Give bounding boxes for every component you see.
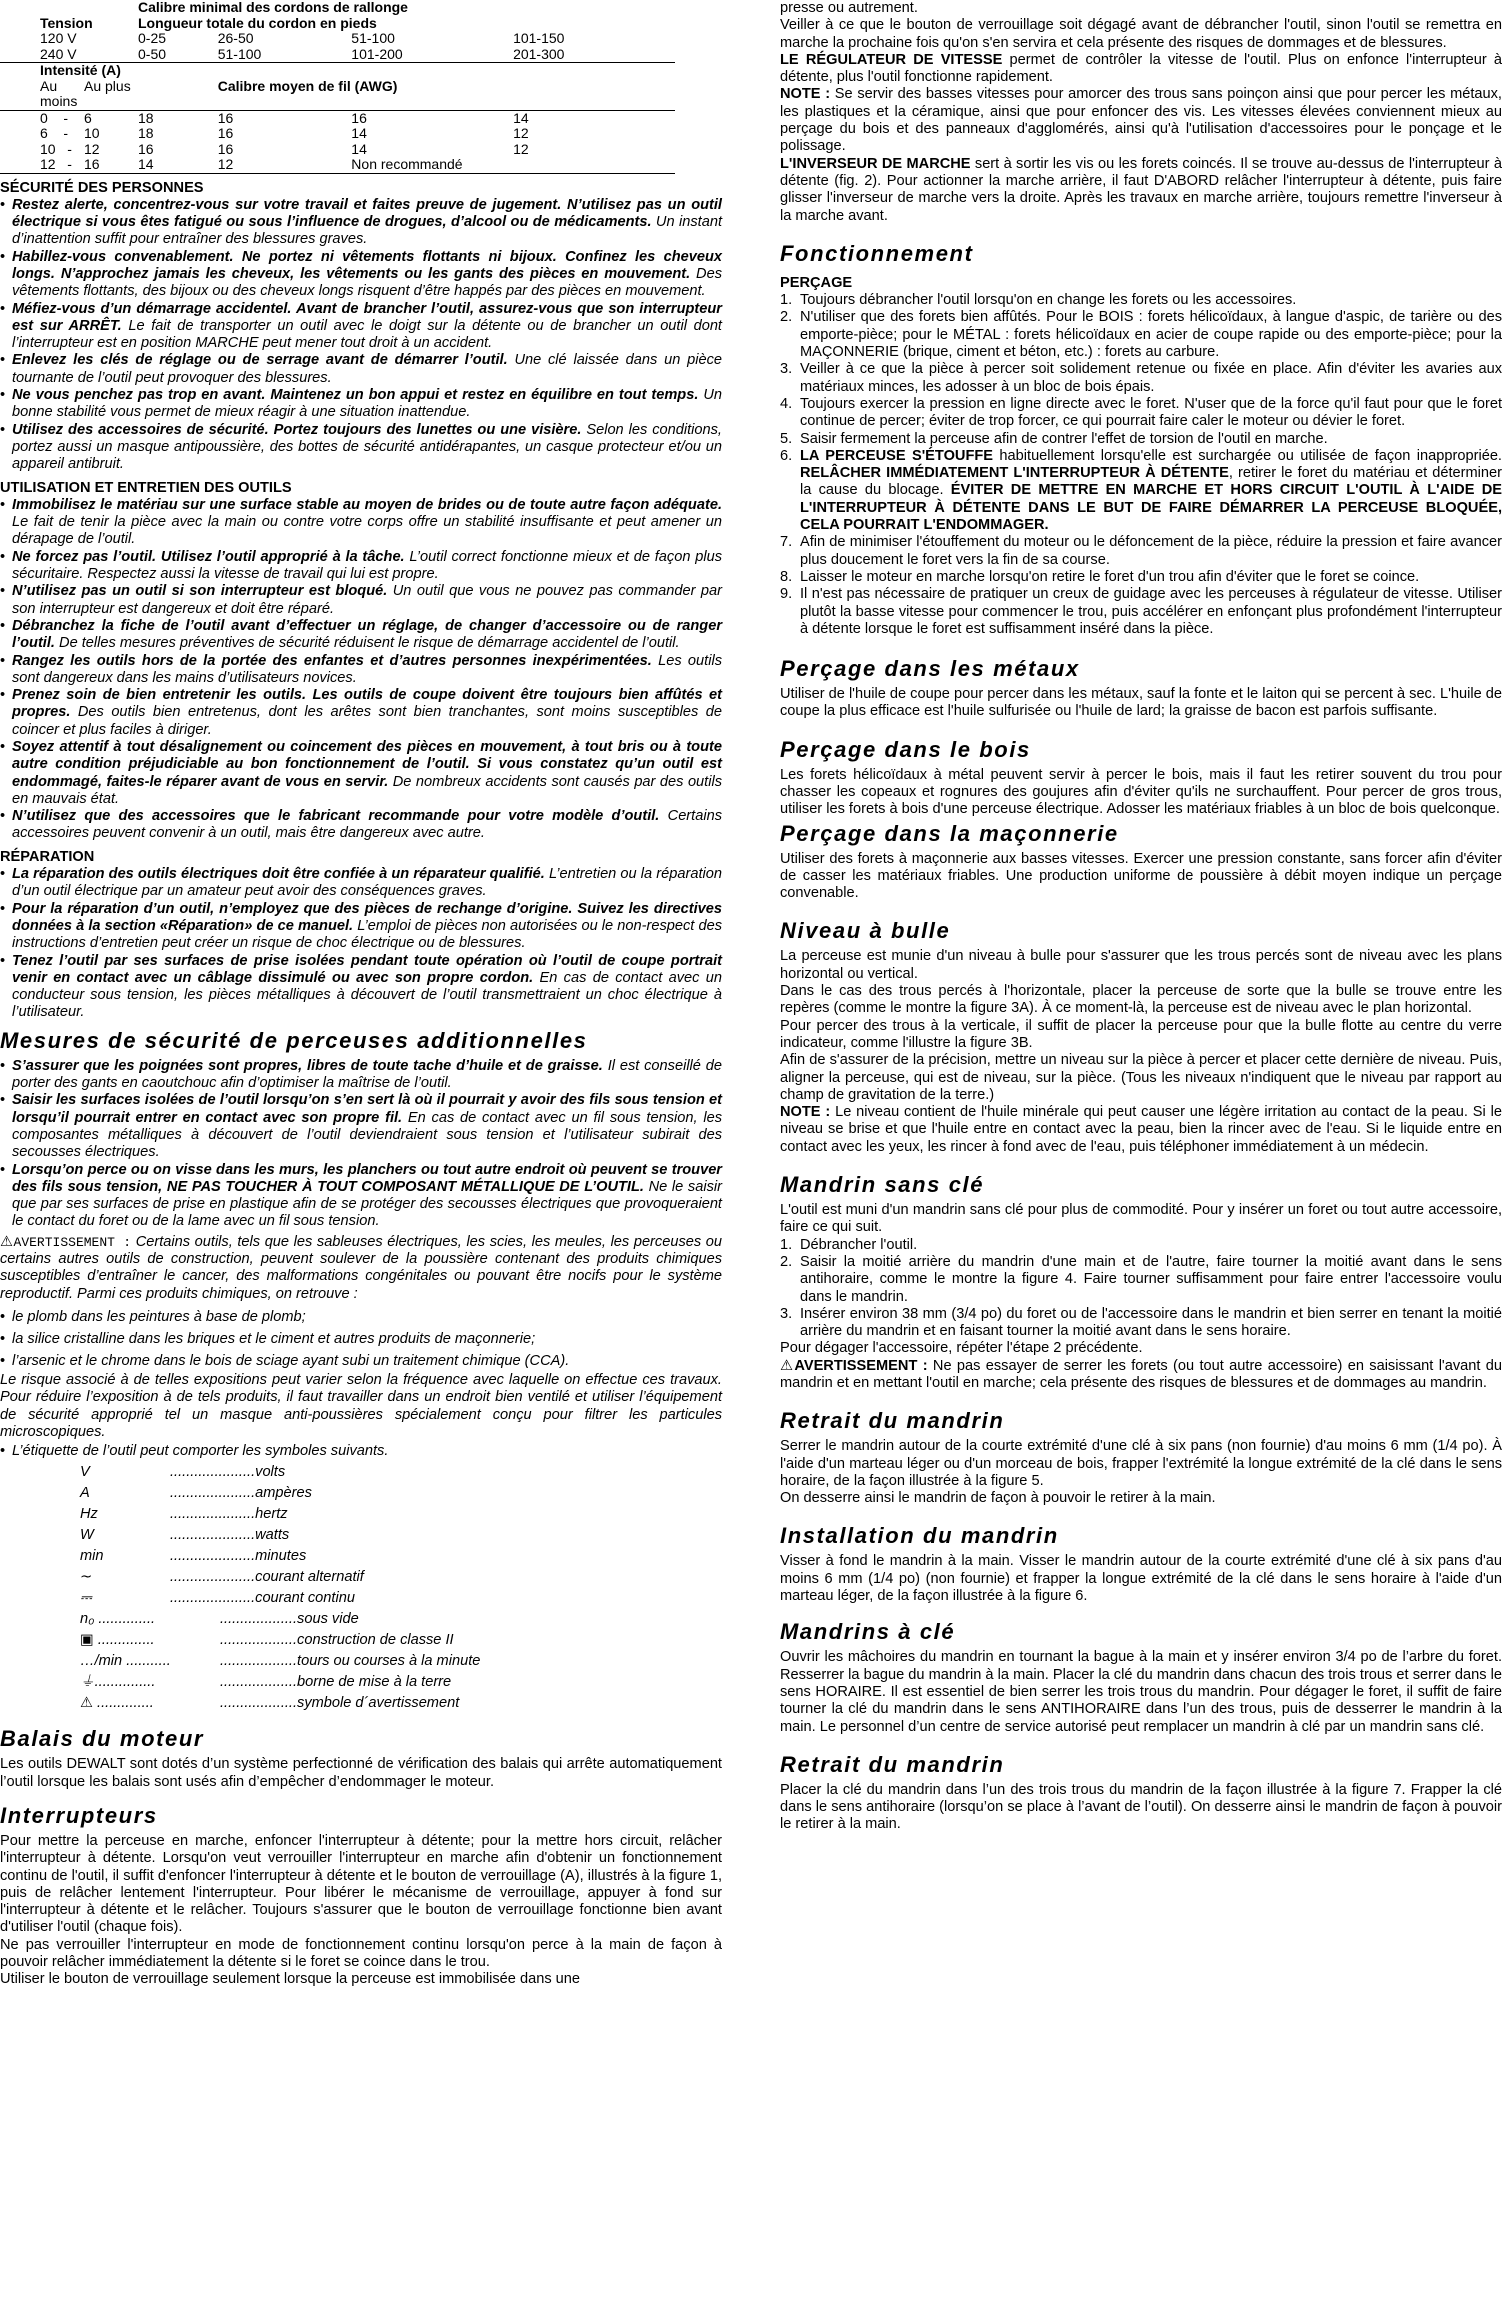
list-item: 8. Laisser le moteur en marche lorsqu'on retire le foret d'un trou afin d'éviter que le foret se coince.	[780, 568, 1420, 585]
symbol-row: ⚠ .............. ...................symbole d´avertissement	[0, 1693, 722, 1714]
symbol-row: min .....................minutes	[80, 1548, 307, 1565]
retrait2-paragraph: Placer la clé du mandrin dans l’un des trois trous du mandrin de la façon illustrée à la figure 7. Frapper la clé dans le sens antihoraire (lorsqu’on se place à l’avant de l’outil). On desserre ainsi le mandrin de façon à pouvoir le retirer à la main.	[780, 1781, 1502, 1833]
note-paragraph: NOTE : Se servir des basses vitesses pour amorcer des trous sans poinçon ainsi que pour percer les métaux, les plastiques et la céramique, ainsi que pour enfoncer des vis. Les vitesses élevées conviennent mieux au perçage du bois et des panneaux d'agglomérés, ainsi qu'à l'utilisation d'accessoires pour le ponçage et le polissage.	[780, 86, 1502, 155]
regulateur-paragraph: LE RÉGULATEUR DE VITESSE permet de contrôler la vitesse de l'outil. Plus on enfonce l'interrupteur à détente, plus l'outil fonctionne rapidement.	[780, 51, 1502, 86]
no-load-icon: n₀ ..............	[80, 1611, 156, 1628]
niveau-p3: Pour percer des trous à la verticale, il suffit de placer la perceuse pour que la bulle flotte au centre du verre indicateur, comme l'illustre la figure 3B.	[780, 1017, 1502, 1051]
list-utilisation	[0, 497, 722, 843]
niveau-p1: La perceuse est munie d'un niveau à bulle pour s'assurer que les trous percés sont de niveau avec les plans horizontal ou vertical.	[780, 948, 1502, 982]
ac-current-icon: ∼	[80, 1569, 93, 1586]
symbol-row: n₀ .............. ...................sous vide	[0, 1609, 722, 1630]
maconnerie-paragraph: Utiliser des forets à maçonnerie aux basses vitesses. Exercer une pression constante, sans forcer afin d'éviter de casser les matériaux friables. Une production uniforme de poussière à débit moyen indique un perçage convenable.	[780, 850, 1502, 902]
top-p1: presse ou autrement.	[780, 0, 918, 16]
mandrin-p1: L'outil est muni d'un mandrin sans clé pour plus de commodité. Pour y insérer un foret ou tout autre accessoire, faire ce qui suit.	[780, 1202, 1502, 1236]
list-item: • Lorsqu’on perce ou on visse dans les murs, les planchers ou tout autre endroit où peuvent se trouver des fils sous tension, NE PAS TOUCHER À TOUT COMPOSANT MÉTALLIQUE DE L’OUTIL. Ne le saisir que par ses surfaces de prise en plastique afin de se protéger des secousses électriques que provoqueraient le contact du foret ou de la lame avec un fil sous tension.	[0, 1161, 722, 1230]
class-ii-icon: ▣ ..............	[80, 1632, 155, 1649]
bois-paragraph: Les forets hélicoïdaux à métal peuvent servir à percer le bois, mais il faut les retirer souvent du trou pour chasser les copeaux et rognures des goujures afin d'éviter qu'ils ne surchauffent. Pour percer de gros trous, utiliser les forets à bois d'une perceuse électrique. Adosser les matériaux friables à un bloc de bois quelconque.	[780, 766, 1502, 818]
symbol-row: W .....................watts	[80, 1527, 290, 1544]
symbol-row: Hz .....................hertz	[80, 1506, 288, 1523]
inverseur-paragraph: L'INVERSEUR DE MARCHE sert à sortir les vis ou les forets coincés. Il se trouve au-dessus de l'interrupteur à détente (fig. 2). Pour actionner la marche arrière, il faut D'ABORD relâcher l'interrupteur à détente, puis faire glisser l'inverseur de marche vers la droite. Après les travaux en marche arrière, toujours remettre l'inverseur à la marche avant.	[780, 155, 1502, 224]
interrupteurs-p1: Pour mettre la perceuse en marche, enfoncer l'interrupteur à détente; pour la mettre hors circuit, relâcher l'interrupteur à détente. Lorsqu'on veut verrouiller l'interrupteur en marche afin d'obtenir un fonctionnement continu de l'outil, il suffit d'enfoncer l'interrupteur à détente et le bouton de verrouillage (A), illustrés à la figure 1, puis de relâcher lentement l'interrupteur. Pour libérer le mécanisme de verrouillage, appuyer à fond sur l'interrupteur à détente et le relâcher. Toujours s'assurer que le bouton de verrouillage fonctionne bien avant d'utiliser l'outil (chaque fois).	[0, 1832, 722, 1936]
list-item: • Saisir les surfaces isolées de l’outil lorsqu’on s’en sert là où il pourrait y avoir des fils sous tension et lorsqu’il pourrait entrer en contact avec son propre fil. En cas de contact avec un fil sous tension, les composantes métalliques à découvert de l’outil deviendraient sous tension et l’utilisateur subirait des secousses électriques.	[0, 1092, 722, 1161]
symbol-row: A .....................ampères	[80, 1485, 312, 1502]
niveau-note: NOTE : Le niveau contient de l'huile minérale qui peut causer une légère irritation au contact de la peau. Si le niveau se brise et que l'huile entre en contact avec la peau, bien la rincer avec de l'eau. Si le liquide entre en contact avec les yeux, les rincer à fond avec de l'eau, puis téléphoner immédiatement à un médecin.	[780, 1104, 1502, 1155]
symbol-row: ⎓ .....................courant continu	[0, 1588, 722, 1609]
list-item: • Prenez soin de bien entretenir les outils. Les outils de coupe doivent être toujours bien affûtés et propres. Des outils bien entretenus, dont les arêtes sont bien tranchantes, sont moins susceptibles de coincer et plus faciles à diriger.	[0, 687, 722, 738]
warning-icon: ⚠	[0, 1233, 14, 1250]
list-item: • Enlevez les clés de réglage ou de serrage avant de démarrer l’outil. Une clé laissée dans un pièce tournante de l’outil peut provoquer des blessures.	[0, 352, 723, 386]
dc-current-icon: ⎓	[80, 1590, 92, 1607]
list-item: • Immobilisez le matériau sur une surface stable au moyen de brides ou de toute autre façon adéquate. Le fait de tenir la pièce avec la main ou contre votre corps offre un stabilité insuffisante et peut amener un dérapage de l’outil.	[0, 496, 722, 548]
top-p2: Veiller à ce que le bouton de verrouillage soit dégagé avant de débrancher l'outil, sinon l'outil se remettra en marche la prochaine fois qu'on s'en servira et cela présente des risques de dommages et de blessures.	[780, 17, 1502, 51]
table-row: 10 - 12 16 16 14 12	[40, 140, 529, 157]
heading-mandrin-sans-cle: Mandrin sans clé	[780, 1172, 985, 1198]
list-item: 2. N'utiliser que des forets bien affûtés. Pour le BOIS : forets hélicoïdaux, à langue d'aspic, de tarière ou des emporte-pièce; pour le MÉTAL : forets hélicoïdaux en acier de coupe rapide ou des emporte-pièce; pour la MAÇONNERIE (brique, ciment et béton, etc.) : forets au carbure.	[780, 309, 1502, 361]
balais-paragraph: Les outils DEWALT sont dotés d’un système perfectionné de vérification des balais qui arrête automatiquement l’outil lorsque les balais sont usés afin d’empêcher d’endommager le moteur.	[0, 1756, 722, 1790]
list-item: • Utilisez des accessoires de sécurité. Portez toujours des lunettes ou une visière. Selon les conditions, portez aussi un masque antipoussière, des bottes de sécurité antidérapantes, un casque protecteur et/ou un appareil antibruit.	[0, 421, 722, 473]
heading-mandrins-a-cle: Mandrins à clé	[780, 1619, 956, 1645]
symbol-row: …/min ........... ...................tours ou courses à la minute	[80, 1653, 481, 1670]
section-title-utilisation: UTILISATION ET ENTRETIEN DES OUTILS	[0, 479, 292, 496]
list-item: • N’utilisez pas un outil si son interrupteur est bloqué. Un outil que vous ne pouvez pas commander par son interrupteur est dangereux et doit être réparé.	[0, 583, 722, 617]
list-item: 2. Saisir la moitié arrière du mandrin d'une main et de l'autre, faire tourner la moitié avant dans le sens antihoraire, comme le montre la figure 4. Faire tourner suffisamment pour faire entrer l'accessoire voulu dans le mandrin.	[780, 1253, 1502, 1305]
niveau-p4: Afin de s'assurer de la précision, mettre un niveau sur la pièce à percer et placer cette dernière de niveau. Puis, aligner la perceuse, qui est de niveau, sur la pièce. (Tous les niveaux n'indiquent que le niveau par rapport au champ de gravitation de la terre.)	[780, 1052, 1502, 1103]
list-item: 1. Débrancher l'outil.	[780, 1236, 918, 1253]
heading-balais: Balais du moteur	[0, 1726, 205, 1752]
list-item: 7. Afin de minimiser l'étouffement du moteur ou le défoncement de la pièce, réduire la pression et faire avancer plus doucement le foret vers la fin de sa course.	[780, 534, 1502, 568]
list-item: • Pour la réparation d’un outil, n’employez que des pièces de rechange d’origine. Suivez les directives données à la section «Réparation» de ce manuel. L’emploi de pièces non autorisées ou le non-respect des instructions d’entretien peut créer un risque de choc électrique ou de blessures.	[0, 900, 722, 952]
right-column	[780, 0, 1502, 1834]
list-item: • Tenez l’outil par ses surfaces de prise isolées pendant toute opération où l’outil de coupe portrait venir en contact avec un câblage dissimulé ou avec son propre cordon. En cas de contact avec un conducteur sous tension, les pièces métalliques à découvert de l’outil transmettraient un choc électrique à l’utilisateur.	[0, 952, 722, 1021]
percage-title: PERÇAGE	[780, 274, 853, 291]
table-row: 0 - 6 18 16 16 14	[40, 109, 529, 126]
heading-installation-mandrin: Installation du mandrin	[780, 1523, 1059, 1549]
metaux-paragraph: Utiliser de l'huile de coupe pour percer dans les métaux, sauf la fonte et le laiton qui se percent à sec. L'huile de coupe la plus efficace est l'huile sulfurisée ou l'huile de lard; la graisse de bacon est parfois suffisante.	[780, 686, 1502, 720]
percage-list	[780, 292, 1502, 638]
table-row: 120 V 0-25 26-50 51-100 101-150	[40, 30, 565, 46]
list-item: • Rangez les outils hors de la portée des enfantes et d’autres personnes inexpérimentées. Les outils sont dangereux dans les mains d’utilisateurs novices.	[0, 652, 722, 686]
mandrin-list	[780, 1237, 1502, 1341]
gauge-label: Calibre moyen de fil (AWG)	[218, 79, 675, 111]
retrait-p2: On desserre ainsi le mandrin de façon à pouvoir le retirer à la main.	[780, 1490, 1216, 1507]
interrupteurs-p3: Utiliser le bouton de verrouillage seulement lorsque la perceuse est immobilisée dans une	[0, 1971, 581, 1988]
label-intro: • L’étiquette de l’outil peut comporter les symboles suivants.	[0, 1443, 389, 1460]
heading-interrupteurs: Interrupteurs	[0, 1802, 158, 1828]
heading-bois: Perçage dans le bois	[780, 736, 1031, 762]
list-item: • Débranchez la fiche de l’outil avant d’effectuer un réglage, de changer d’accessoire ou de ranger l’outil. De telles mesures préventives de sécurité réduisent le risque de démarrage accidentel de l’outil.	[0, 617, 722, 652]
list-item: 4. Toujours exercer la pression en ligne directe avec le foret. N'user que de la force qu'il faut pour que le foret continue de percer; éviter de trop forcer, ce qui pourrait faire caler le moteur ou dévier le foret.	[780, 395, 1502, 430]
section-title-personnes: SÉCURITÉ DES PERSONNES	[0, 179, 204, 196]
warning-paragraph: ⚠AVERTISSEMENT : Certains outils, tels que les sableuses électriques, les scies, les meules, les perceuses ou certains autres outils de construction, peuvent soulever de la poussière contenant des produits chimiques susceptibles d’entraîner le cancer, des malformations congénitales ou pouvant être nocifs pour le système reproductif. Parmi ces produits chimiques, on retrouve :	[0, 1233, 722, 1302]
warning-symbol-icon: ⚠ ..............	[80, 1695, 154, 1712]
mandrin-p2: Pour dégager l'accessoire, répéter l'étape 2 précédente.	[780, 1340, 1143, 1357]
au-plus-label: Au plus	[84, 79, 138, 111]
list-item: • l’arsenic et le chrome dans le bois de sciage ayant subi un traitement chimique (CCA).	[0, 1352, 570, 1369]
heading-retrait-mandrin: Retrait du mandrin	[780, 1408, 1005, 1434]
table-row: 12 - 16 14 12 Non recommandé	[0, 157, 675, 173]
table-row: 240 V 0-50 51-100 101-200 201-300	[0, 47, 675, 63]
extension-cord-table	[0, 0, 675, 174]
left-column	[0, 0, 722, 1989]
symbol-list	[0, 1462, 722, 1714]
list-chemicals	[0, 1306, 722, 1372]
section-title-reparation: RÉPARATION	[0, 848, 95, 865]
list-item: 1. Toujours débrancher l'outil lorsqu'on en change les forets ou les accessoires.	[780, 292, 1297, 309]
list-item: • Habillez-vous convenablement. Ne portez ni vêtements flottants ni bijoux. Confinez les cheveux longs. N’approchez jamais les cheveux, les vêtements ou les gants des pièces en mouvement. Des vêtements flottants, des bijoux ou des cheveux longs risquent d’être happés par des pièces en mouvement.	[0, 248, 722, 300]
list-item: • Soyez attentif à tout désalignement ou coincement des pièces en mouvement, à tout bris ou à toute autre condition préjudiciable au bon fonctionnement de l’outil. Si vous constatez qu’un outil est endommagé, faites-le réparer avant de vous en servir. De nombreux accidents sont causés par des outils en mauvais état.	[0, 739, 723, 807]
list-item: • La réparation des outils électriques doit être confiée à un réparateur qualifié. L’entretien ou la réparation d’un outil électrique par un amateur peut avoir des conséquences graves.	[0, 866, 722, 900]
retrait-p1: Serrer le mandrin autour de la courte extrémité d'une clé à six pans (non fournie) d'au moins 6 mm (1/4 po). À l'aide d'un marteau léger ou d'un morceau de bois, frapper l'extrémité la longue extrémité de la clé dans le sens horaire, de la façon illustrée à la figure 5.	[780, 1438, 1502, 1489]
symbol-row: ⏚............... ...................borne de mise à la terre	[0, 1672, 722, 1693]
symbol-row: ∼ .....................courant alternatif	[0, 1567, 722, 1588]
list-item: • la silice cristalline dans les briques et le ciment et autres produits de maçonnerie;	[0, 1330, 536, 1347]
list-item: • Ne vous penchez pas trop en avant. Maintenez un bon appui et restez en équilibre en tout temps. Un bonne stabilité vous permet de mieux réagir à une situation inattendue.	[0, 387, 722, 421]
list-item: • le plomb dans les peintures à base de plomb;	[0, 1308, 306, 1325]
mandrin-warning: ⚠AVERTISSEMENT : Ne pas essayer de serrer les forets (ou tout autre accessoire) en saisissant l'avant du mandrin et en mettant l'outil en marche; cela présente des risques de blessures et de dommages au mandrin.	[780, 1357, 1502, 1391]
ground-icon: ⏚...............	[80, 1674, 156, 1691]
intensity-label: Intensité (A)	[40, 62, 121, 78]
symbol-row: V .....................volts	[80, 1464, 286, 1481]
warning-icon: ⚠	[780, 1357, 795, 1374]
heading-metaux: Perçage dans les métaux	[780, 656, 1080, 682]
list-item: • N’utilisez que des accessoires que le fabricant recommande pour votre modèle d’outil. Certains accessoires peuvent convenir à un outil, mais être dangereux avec autre.	[0, 808, 722, 842]
tension-label: Tension	[40, 14, 93, 31]
list-item: 3. Veiller à ce que la pièce à percer soit solidement retenue ou fixée en place. Afin d'éviter les avaries aux matériaux minces, les adosser à un bloc de bois épais.	[780, 361, 1502, 395]
list-item: 5. Saisir fermement la perceuse afin de contrer l'effet de torsion de l'outil en marche.	[780, 430, 1328, 447]
list-item: • Ne forcez pas l’outil. Utilisez l’outil approprié à la tâche. L’outil correct fonctionne mieux et de façon plus sécuritaire. Respectez aussi la vitesse de travail qui lui est propre.	[0, 548, 722, 583]
list-reparation	[0, 866, 722, 1022]
list-personnes	[0, 197, 722, 474]
list-item: 6. LA PERCEUSE S'ÉTOUFFE habituellement lorsqu'elle est surchargée ou utilisée de façon inappropriée. RELÂCHER IMMÉDIATEMENT L'INTERRUPTEUR À DÉTENTE, retirer le foret du matériau et déterminer la cause du blocage. ÉVITER DE METTRE EN MARCHE ET HORS CIRCUIT L'OUTIL À L'AIDE DE L'INTERRUPTEUR À DÉTENTE DANS LE BUT DE FAIRE DÉMARRER LA PERCEUSE BLOQUÉE, CELA POURRAIT L'ENDOMMAGER.	[780, 447, 1503, 534]
mandrins-cle-paragraph: Ouvrir les mâchoires du mandrin en tournant la bague à la main et y insérer environ 3/4 po de l’arbre du foret. Resserrer la bague du mandrin à la main. Placer la clé du mandrin dans chacun des trois trous et serrer dans le sens HORAIRE. Il est essentiel de bien serrer les trois trous du mandrin. Pour dégager le foret, il suffit de faire tourner la clé du mandrin dans le sens ANTIHORAIRE dans l’un des trous, puis de desserrer le mandrin à la main. Le personnel d’un centre de service autorisé peut remplacer un mandrin à clé par un mandrin sans clé.	[780, 1649, 1502, 1735]
list-item: • Méfiez-vous d’un démarrage accidentel. Avant de brancher l’outil, assurez-vous que son interrupteur est sur ARRÊT. Le fait de transporter un outil avec le doigt sur la détente ou de brancher un outil dont l’interrupteur est en position MARCHE peut mener tout droit à un accident.	[0, 300, 722, 352]
list-item: • S’assurer que les poignées sont propres, libres de toute tache d’huile et de graisse. Il est conseillé de porter des gants en caoutchouc afin d’optimiser la maîtrise de l’outil.	[0, 1057, 722, 1092]
list-item: • Restez alerte, concentrez-vous sur votre travail et faites preuve de jugement. N’utilisez pas un outil électrique si vous êtes fatigué ou sous l’influence de drogues, d’alcool ou de médicaments. Un instant d’inattention suffit pour entraîner des blessures graves.	[0, 196, 722, 248]
heading-niveau: Niveau à bulle	[780, 918, 951, 944]
heading-fonctionnement: Fonctionnement	[780, 240, 974, 266]
heading-maconnerie: Perçage dans la maçonnerie	[780, 820, 1119, 846]
interrupteurs-p2: Ne pas verrouiller l'interrupteur en mode de fonctionnement continu lorsqu'on perce à la main de façon à pouvoir relâcher immédiatement la détente si le foret se coince dans le trou.	[0, 1936, 722, 1971]
symbol-row: ▣ .............. ...................construction de classe II	[0, 1630, 722, 1651]
table-caption: Calibre minimal des cordons de rallonge	[138, 0, 408, 15]
au-moins-label: Au moins	[0, 79, 84, 111]
table-row: 6 - 10 18 16 14 12	[40, 125, 529, 141]
risk-paragraph: Le risque associé à de telles expositions peut varier selon la fréquence avec laquelle on effectue ces travaux. Pour réduire l’exposition à de tels produits, il faut travailler dans un endroit bien ventilé et utiliser l’équipement de sécurité approprié tel un masque anti-poussières spécialement conçu pour filtrer les particules microscopiques.	[0, 1371, 722, 1440]
heading-mesures: Mesures de sécurité de perceuses additionnelles	[0, 1027, 588, 1053]
list-item: 3. Insérer environ 38 mm (3/4 po) du foret ou de l'accessoire dans le mandrin et bien serrer en tenant la moitié arrière du mandrin et en faisant tourner la moitié avant dans le sens horaire.	[780, 1305, 1502, 1340]
list-item: 9. Il n'est pas nécessaire de pratiquer un creux de guidage avec les perceuses à régulateur de vitesse. Utiliser plutôt la basse vitesse pour commencer le trou, puis accélérer en enfonçant plus profondément l'interrupteur à détente lorsque le foret est suffisamment inséré dans la pièce.	[780, 586, 1502, 637]
installation-paragraph: Visser à fond le mandrin à la main. Visser le mandrin autour de la courte extrémité d'une clé à six pans d'au moins 6 mm (1/4 po) (non fournie) et frapper la longue extrémité de la clé dans le sens horaire à l'aide d'un marteau léger, de la façon illustrée à la figure 6.	[780, 1553, 1502, 1605]
length-label: Longueur totale du cordon en pieds	[138, 14, 377, 31]
list-mesures	[0, 1058, 722, 1231]
heading-retrait-mandrin-2: Retrait du mandrin	[780, 1751, 1005, 1777]
niveau-p2: Dans le cas des trous percés à l'horizontale, placer la perceuse de sorte que la bulle se trouve entre les repères (comme le montre la figure 3A). À ce moment-là, la perceuse est de niveau avec le plan horizontal.	[780, 983, 1502, 1017]
